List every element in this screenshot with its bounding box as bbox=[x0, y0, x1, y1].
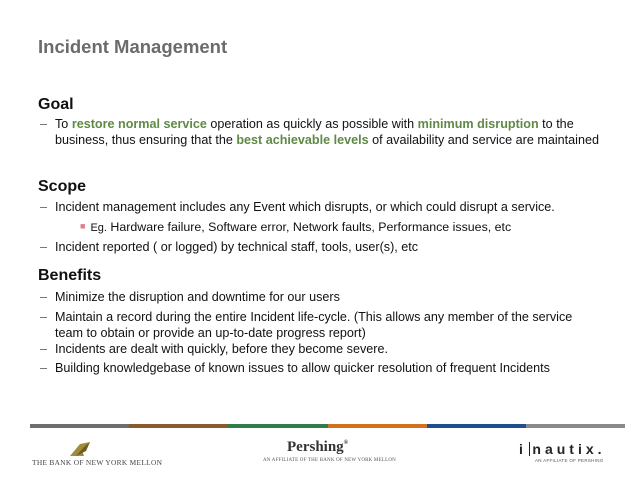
inautix-logo: i nautix. bbox=[519, 441, 606, 457]
bny-mellon-text: THE BANK OF NEW YORK MELLON bbox=[32, 458, 163, 467]
goal-paragraph: – To restore normal service operation as quickly as possible with minimum disruption to the business, thus ensuring that the best achievable levels of availability and service are maintained bbox=[40, 117, 599, 147]
inautix-tagline: AN AFFILIATE OF PERSHING bbox=[535, 458, 604, 463]
highlight-restore: restore normal service bbox=[71, 117, 207, 131]
highlight-best-levels: best achievable levels bbox=[236, 132, 369, 147]
bar-segment bbox=[129, 424, 228, 428]
benefits-item: – Minimize the disruption and downtime for our users bbox=[40, 290, 340, 304]
scope-heading: Scope bbox=[38, 178, 87, 195]
bar-segment bbox=[30, 424, 129, 428]
scope-item: – Incident reported ( or logged) by technical staff, tools, user(s), etc bbox=[40, 240, 419, 254]
footer-color-bar bbox=[30, 424, 625, 428]
goal-heading: Goal bbox=[38, 96, 74, 113]
bar-segment bbox=[526, 424, 625, 428]
pershing-logo: Pershing® bbox=[287, 439, 349, 455]
square-bullet-icon: ■ bbox=[80, 221, 86, 231]
dash-marker: – bbox=[40, 342, 48, 356]
dash-marker: – bbox=[40, 290, 48, 304]
logo-divider bbox=[529, 442, 531, 456]
dash-marker: – bbox=[40, 240, 48, 254]
bar-segment bbox=[228, 424, 327, 428]
highlight-minimum-disruption: minimum disruption bbox=[417, 117, 539, 131]
dash-marker: – bbox=[40, 361, 48, 375]
benefits-item: – Building knowledgebase of known issues to allow quicker resolution of frequent Incidents bbox=[40, 361, 550, 375]
pershing-tagline: AN AFFILIATE OF THE BANK OF NEW YORK MELLON bbox=[263, 458, 396, 463]
dash-marker: – bbox=[40, 200, 48, 214]
benefits-heading: Benefits bbox=[38, 267, 102, 284]
slide-title: Incident Management bbox=[38, 36, 228, 57]
dash-marker: – bbox=[40, 310, 48, 324]
bar-segment bbox=[427, 424, 526, 428]
scope-item: – Incident management includes any Event which disrupts, or which could disrupt a service. bbox=[40, 200, 555, 214]
benefits-item: – Incidents are dealt with quickly, before they become severe. bbox=[40, 342, 388, 356]
benefits-item: – Maintain a record during the entire Incident life-cycle. (This allows any member of the service team to obtain or provide an up-to-date progress report) bbox=[40, 310, 573, 340]
bny-mellon-arrow-icon bbox=[70, 442, 90, 456]
dash-marker: – bbox=[40, 117, 48, 131]
scope-subitem: ■ Eg. Hardware failure, Software error, Network faults, Performance issues, etc bbox=[80, 220, 512, 234]
bar-segment bbox=[328, 424, 427, 428]
